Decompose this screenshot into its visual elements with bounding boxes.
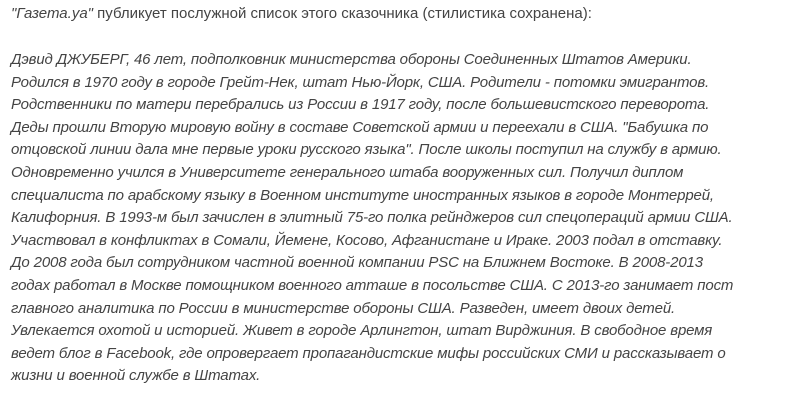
bio-line: Родственники по матери перебрались из России в 1917 году, после большевистского переворота.	[11, 96, 710, 114]
bio-line: Увлекается охотой и историей. Живет в городе Арлингтон, штат Вирджиния. В свободное время	[11, 322, 713, 340]
bio-line: До 2008 года был сотрудником частной военной компании PSC на Ближнем Востоке. В 2008-2013	[11, 254, 703, 272]
intro-text: публикует послужной список этого сказочника (стилистика сохранена):	[92, 5, 592, 22]
bio-line: жизни и военной службе в Штатах.	[11, 367, 261, 385]
bio-line: Калифорния. В 1993-м был зачислен в элитный 75-го полка рейнджеров сил спецопераций армии США.	[11, 209, 733, 227]
source-name: "Газета.уа"	[11, 5, 93, 22]
intro-paragraph	[11, 0, 786, 24]
bio-line: Дэвид ДЖУБЕРГ, 46 лет, подполковник министерства обороны Соединенных Штатов Америки.	[11, 51, 692, 68]
bio-line: Родился в 1970 году в городе Грейт-Нек, штат Нью-Йорк, США. Родители - потомки эмигрантов.	[11, 73, 710, 91]
biography-paragraph	[11, 24, 786, 388]
bio-line: главного аналитика по России в министерстве обороны США. Разведен, имеет двоих детей.	[11, 299, 676, 317]
bio-line: ведет блог в Facebook, где опровергает пропагандистские мифы российских СМИ и рассказывает о	[11, 344, 726, 362]
bio-line: годах работал в Москве помощником военного атташе в посольстве США. С 2013-го занимает пост	[11, 276, 734, 294]
bio-line: специалиста по арабскому языку в Военном институте иностранных языков в городе Монтеррей,	[11, 186, 714, 204]
bio-line: Одновременно учился в Университете генерального штаба вооруженных сил. Получил диплом	[11, 163, 684, 181]
bio-line: Деды прошли Вторую мировую войну в составе Советской армии и переехали в США. "Бабушка по	[11, 118, 709, 136]
bio-line: Участвовал в конфликтах в Сомали, Йемене, Косово, Афганистане и Ираке. 2003 подал в отставку.	[11, 231, 723, 249]
bio-line: отцовской линии дала мне первые уроки русского языка". После школы поступил на службу в армию.	[11, 141, 722, 159]
